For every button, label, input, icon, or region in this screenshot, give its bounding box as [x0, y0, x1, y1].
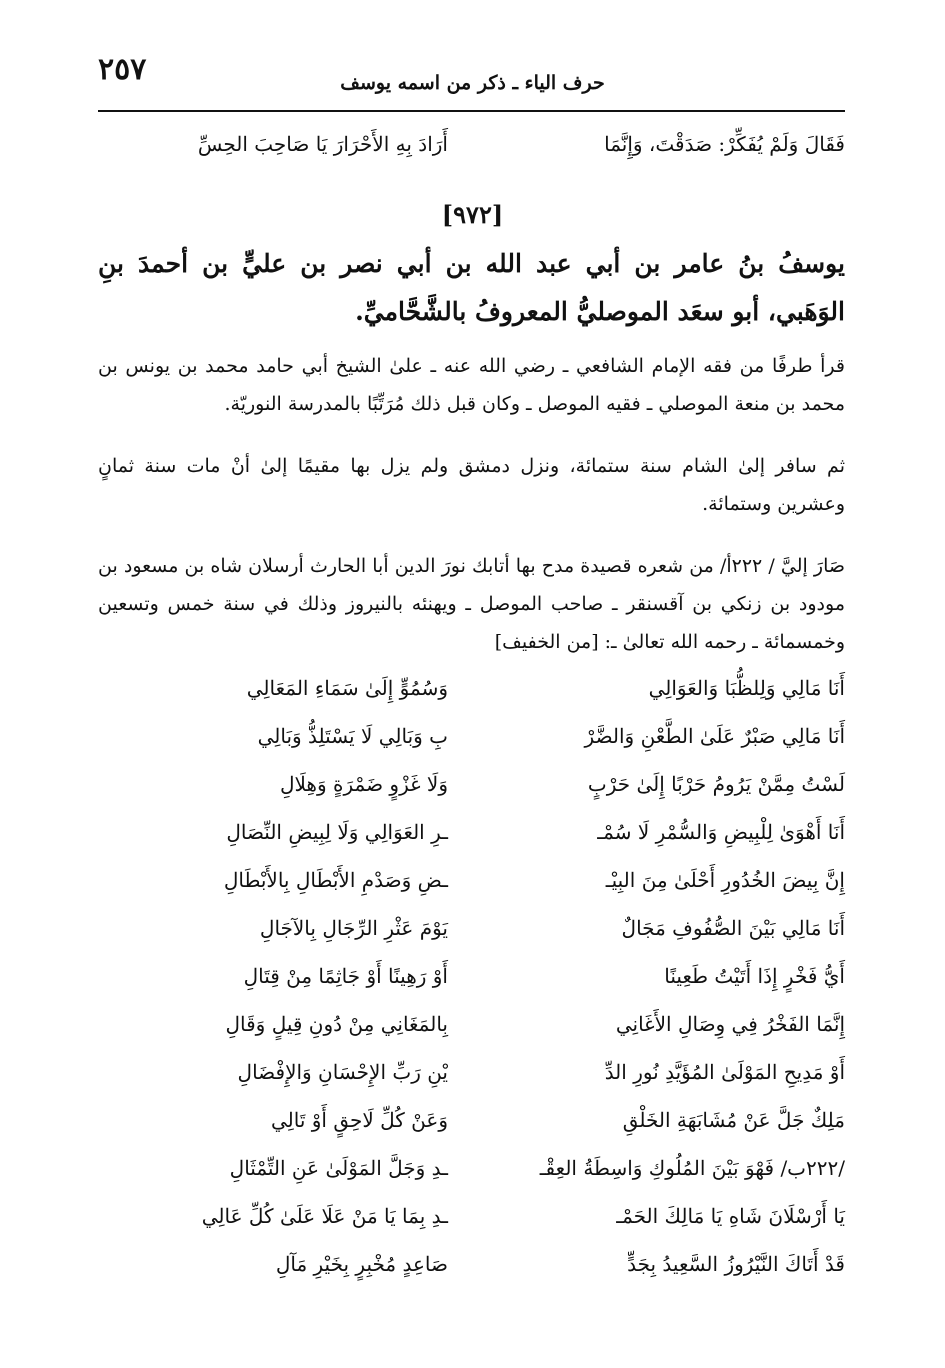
running-head: حرف الياء ـ ذكر من اسمه يوسف — [340, 72, 605, 94]
header-rule — [98, 110, 845, 112]
verse-line — [98, 1156, 845, 1196]
verse-second-hemistich: بِالمَغَانِي مِنْ دُونِ قِيلٍ وَقَالِ — [225, 1012, 448, 1036]
verse-line — [98, 676, 845, 716]
entry-number: [٩٧٢] — [441, 200, 504, 229]
biography-paragraph: ثم سافر إلىٰ الشام سنة ستمائة، ونزل دمشق ولم يزل بها مقيمًا إلىٰ أنْ مات سنة ثمانٍ وعشرين وستمائة. — [98, 455, 845, 515]
verse-second-hemistich: ـدِ وَجَلَّ المَوْلَىٰ عَنِ التِّمْثَالِ — [229, 1156, 448, 1180]
verse-second-hemistich: وَعَنْ كُلِّ لَاحِقٍ أَوْ تَالِي — [270, 1108, 448, 1132]
verse-second-hemistich: صَاعِدٍ مُخْبِرٍ بِخَيْرِ مَآلِ — [275, 1252, 448, 1276]
verse-second-hemistich: وَسُمُوٍّ إِلَىٰ سَمَاءِ المَعَالِي — [246, 676, 448, 700]
verse-line — [98, 1252, 845, 1292]
verse-line — [98, 964, 845, 1004]
verse-line — [98, 820, 845, 860]
verse-first-hemistich: إِنَّ بِيضَ الخُدُورِ أَحْلَىٰ مِنَ البِيْـ — [605, 868, 845, 892]
verse-first-hemistich: يَا أَرْسْلَانَ شَاهِ يَا مَالِكَ الحَمْـ — [616, 1204, 845, 1228]
verse-line — [98, 772, 845, 812]
verse-first-hemistich: /٢٢٢ب/ فَهْوَ بَيْنَ المُلُوكِ وَاسِطَةُ العِقْـ — [539, 1156, 845, 1180]
verse-second-hemistich: ـرِ العَوَالِي وَلَا لِبِيضِ النِّصَالِ — [226, 820, 448, 844]
opening-verse — [98, 132, 845, 172]
verse-second-hemistich: أَوْ رَهِينًا أَوْ جَاثِمًا مِنْ قِتَالِ — [243, 964, 448, 988]
opening-verse-second-hemistich: أَرَادَ بِهِ الأَحْرَارَ يَا صَاحِبَ الحِسِّ — [197, 132, 448, 156]
verse-line — [98, 916, 845, 956]
verse-line — [98, 1060, 845, 1100]
verse-first-hemistich: أَيُّ فَخْرٍ إِذَا أَتَيْتُ طَعِينًا — [664, 964, 845, 988]
verse-line — [98, 724, 845, 764]
verse-second-hemistich: يْنِ رَبِّ الإِحْسَانِ وَالإِفْضَالِ — [237, 1060, 448, 1084]
page-number: ٢٥٧ — [98, 52, 147, 87]
verse-first-hemistich: إِنَّمَا الفَخْرُ فِي وِصَالِ الأَغَانِي — [615, 1012, 845, 1036]
verse-line — [98, 1012, 845, 1052]
verse-line — [98, 1204, 845, 1244]
poem-introduction: صَارَ إليَّ / ٢٢٢أ/ من شعره قصيدة مدح بها أتابك نورَ الدين أبا الحارث أرسلان شاه بن مسعود بن مودود بن زنكي بن آقسنقر ـ صاحب الموصل ـ ويهنئه بالنيروز وذلك في سنة خمس وتسعين وخمسمائة ـ رحمه الله تعالىٰ ـ: [من الخفيف] — [98, 555, 845, 653]
verse-second-hemistich: بِ وَبَالِي لَا يَسْتَلِذُّ وَبَالِي — [257, 724, 448, 748]
entry-heading: يوسفُ بنُ عامر بن أبي عبد الله بن أبي نصر بن عليٍّ بن أحمدَ بنِ الوَهَبي، أبو سعَد الموصليُّ المعروفُ بالشَّحَّاميِّ. — [98, 249, 845, 326]
biography-paragraph: قرأ طرفًا من فقه الإمام الشافعي ـ رضي الله عنه ـ علىٰ الشيخ أبي حامد محمد بن يونس بن محمد بن منعة الموصلي ـ فقيه الموصل ـ وكان قبل ذلك مُرَتِّبًا بالمدرسة النوريّة. — [98, 355, 845, 415]
verse-first-hemistich: أَنَا مَالِي بَيْنَ الصُّفُوفِ مَجَالٌ — [621, 916, 845, 940]
verse-first-hemistich: مَلِكٌ جَلَّ عَنْ مُشَابَهَةِ الخَلْقِ — [622, 1108, 845, 1132]
verse-second-hemistich: وَلَا غَزْوٍ ضَمْرَةٍ وَهِلَالِ — [279, 772, 448, 796]
verse-second-hemistich: ـدِ بِمَا يَا مَنْ عَلَا عَلَىٰ كُلِّ عَالِي — [201, 1204, 448, 1228]
verse-line — [98, 1108, 845, 1148]
verse-second-hemistich: يَوْمَ عَثْرِ الرِّجَالِ بِالآجَالِ — [259, 916, 448, 940]
opening-verse-first-hemistich: فَقَالَ وَلَمْ يُفَكِّرْ: صَدَقْتَ، وَإِنَّمَا — [604, 132, 845, 156]
verse-first-hemistich: أَنَا أَهْوَىٰ لِلْبِيضِ وَالسُّمْرِ لَا سُمْـ — [597, 820, 845, 844]
verse-first-hemistich: قَدْ أَتَاكَ النَّيْرُوزُ السَّعِيدُ بِجَدٍّ — [627, 1252, 845, 1276]
verse-first-hemistich: أَنَا مَالِي صَبْرٌ عَلَىٰ الطَّعْنِ وَالضَّرْ — [584, 724, 845, 748]
verse-first-hemistich: أَنَا مَالِي وَلِلظُّبَا وَالعَوَالِي — [648, 676, 845, 700]
verse-first-hemistich: لَسْتُ مِمَّنْ يَرُومُ حَرْبًا إِلَىٰ حَرْبٍ — [587, 772, 845, 796]
verse-second-hemistich: ـضِ وَصَدْمِ الأَبْطَالِ بِالأَبْطَالِ — [223, 868, 448, 892]
verse-line — [98, 868, 845, 908]
verse-first-hemistich: أَوْ مَدِيحِ المَوْلَىٰ المُؤَيَّدِ نُورِ الدِّ — [604, 1060, 845, 1084]
